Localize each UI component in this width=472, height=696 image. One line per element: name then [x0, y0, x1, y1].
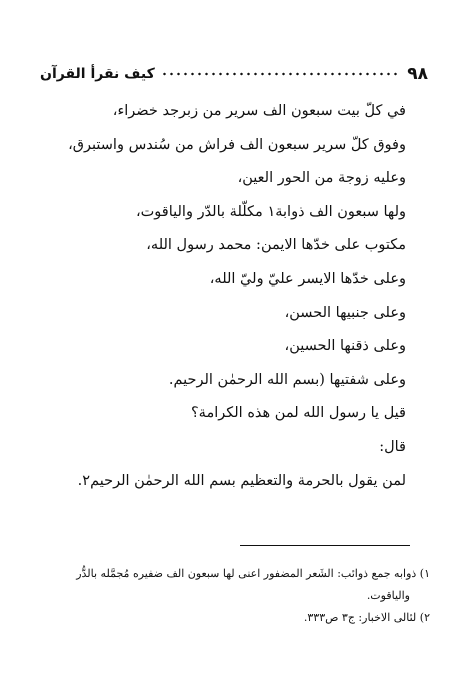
dotted-leader: [161, 68, 402, 80]
text-line-2: وفوق كلّ سرير سبعون الف فراش من سُندس واستبرق،: [68, 136, 406, 153]
running-title: كيف نقرأ القرآن: [40, 66, 155, 82]
text-line-1: في كلّ بيت سبعون الف سرير من زبرجد خضراء،: [112, 103, 406, 119]
footnote-2: ٢) لئالى الاخبار: ج٣ ص٣٣٣.: [303, 611, 430, 624]
text-line-7: وعلى جنبيها الحسن،: [284, 304, 406, 321]
page-number: ٩٨: [407, 64, 428, 84]
footnote-1-continuation: والياقوت.: [366, 589, 410, 602]
running-header: [40, 62, 428, 84]
text-line-10: قيل يا رسول الله لمن هذه الكرامة؟: [190, 405, 406, 422]
text-line-6: وعلى خدّها الايسر عليّ وليّ الله،: [209, 270, 406, 287]
footnote-1: ١) ذوابه جمع ذوائب: الشَعر المضفور اعنى لها سبعون الف ضفيره مُجمَّله بالدُّر: [76, 567, 430, 580]
text-line-4: ولها سبعون الف ذوابة١ مكلّلة بالدّر والياقوت،: [135, 203, 406, 220]
text-line-9: وعلى شفتيها (بسم الله الرحمٰن الرحيم.: [168, 371, 406, 388]
text-line-8: وعلى ذقنها الحسين،: [284, 338, 406, 355]
footnote-separator: [240, 545, 410, 546]
text-line-5: مكتوب على خدّها الايمن: محمد رسول الله،: [146, 237, 406, 254]
text-line-12: لمن يقول بالحرمة والتعظيم بسم الله الرحمٰن الرحيم٢.: [77, 472, 406, 489]
footnotes: [30, 563, 430, 629]
text-line-3: وعليه زوجة من الحور العين،: [237, 170, 406, 187]
body-text: [44, 95, 406, 498]
text-line-11: قال:: [379, 438, 406, 455]
